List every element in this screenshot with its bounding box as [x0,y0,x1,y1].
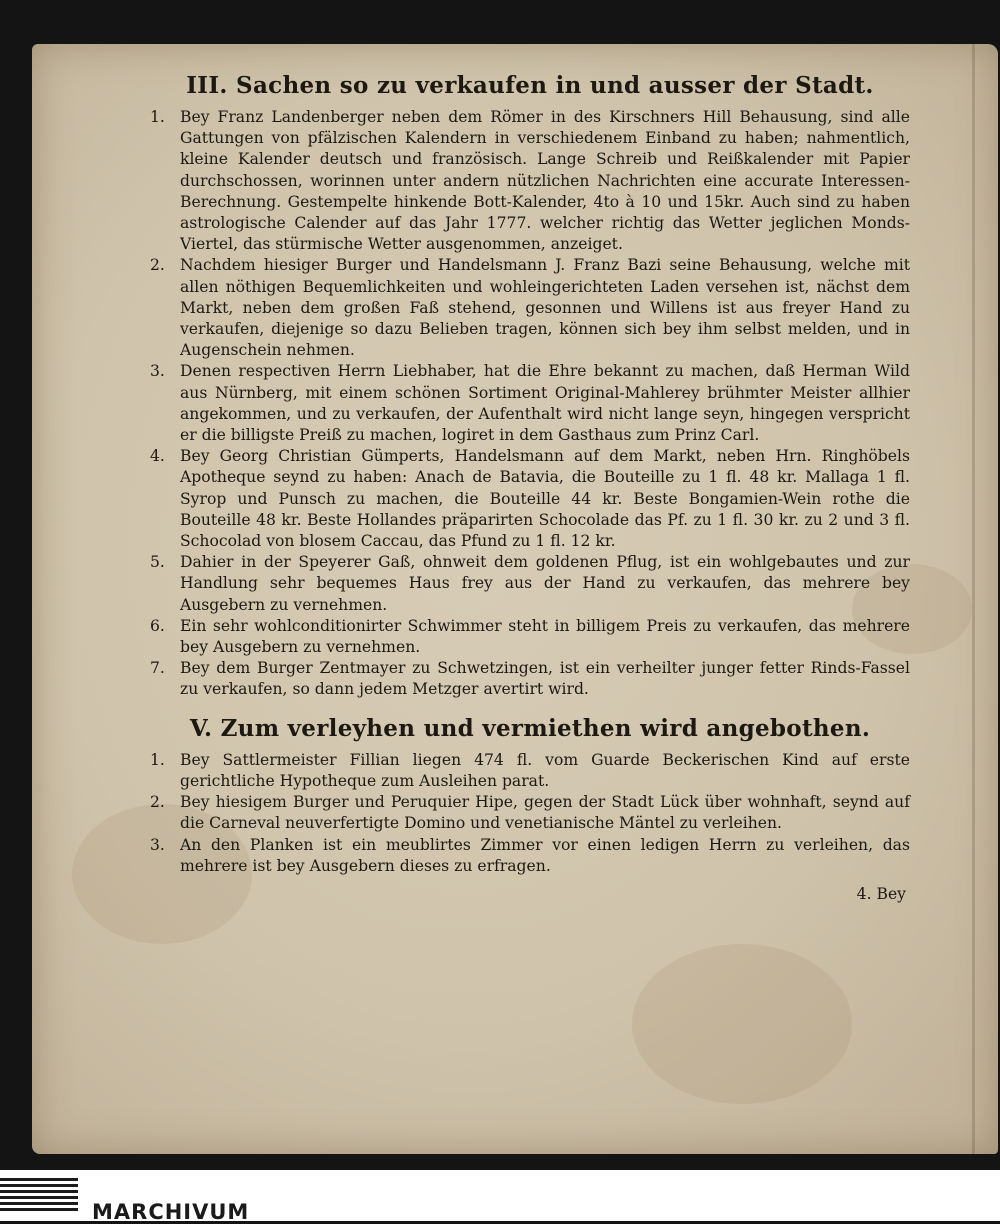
section-heading-five: V. Zum verleyhen und vermiethen wird angebothen. [189,714,871,742]
entry-text: Bey Georg Christian Gümperts, Handelsmann auf dem Markt, neben Hrn. Ringhöbels Apotheque seynd zu haben: Anach de Batavia, die Bouteille zu 1 fl. 48 kr. Mallaga 1 fl. Syrop und Punsch zu machen, die Bouteille 44 kr. Beste Bongamien-Wein rothe die Bouteille 48 kr. Beste Hollandes präparirten Schocolade das Pf. zu 1 fl. 30 kr. zu 2 und 3 fl. Schocolad von blosem Caccau, das Pfund zu 1 fl. 12 kr. [180,447,910,551]
entry-number: 7. [150,659,165,678]
entry-item [150,835,910,877]
entry-text: Ein sehr wohlconditionirter Schwimmer steht in billigem Preis zu verkaufen, das mehrere bey Ausgebern zu vernehmen. [180,616,910,657]
entry-item [150,107,910,255]
entry-item [150,552,910,616]
entry-text: An den Planken ist ein meublirtes Zimmer vor einen ledigen Herrn zu verleihen, das mehrere ist bey Ausgebern dieses zu erfragen. [180,835,910,875]
document-text [150,72,910,903]
entry-text: Bey hiesigem Burger und Peruquier Hipe, gegen der Stadt Lück über wohnhaft, seynd auf die Carneval neuverfertigte Domino und venetianische Mäntel zu verleihen. [180,793,910,833]
entry-text: Bey Sattlermeister Fillian liegen 474 fl. vom Guarde Beckerischen Kind auf erste gerichtliche Hypotheque zum Ausleihen parat. [180,750,910,790]
section-three-list [150,107,910,701]
entry-text: Bey dem Burger Zentmayer zu Schwetzingen, ist ein verheilter junger fetter Rinds-Fassel zu verkaufen, so dann jedem Metzger avertirt wird. [180,659,910,699]
entry-number: 2. [150,793,165,812]
entry-number: 6. [150,616,165,635]
entry-number: 1. [150,750,165,769]
entry-item [150,616,910,658]
entry-item [150,750,910,792]
entry-item [150,446,910,552]
entry-item [150,658,910,700]
paper-stain [632,944,852,1104]
entry-number: 3. [150,835,165,854]
marchivum-logo-icon [0,1178,78,1218]
entry-text: Dahier in der Speyerer Gaß, ohnweit dem goldenen Pflug, ist ein wohlgebautes und zur Handlung sehr bequemes Haus frey aus der Hand zu verkaufen, das mehrere bey Ausgebern zu vernehmen. [180,553,910,614]
entry-item [150,792,910,834]
entry-number: 5. [150,553,165,572]
archive-footer [0,1170,1000,1224]
page-fold [972,44,975,1154]
entry-text: Denen respectiven Herrn Liebhaber, hat die Ehre bekannt zu machen, daß Herman Wild aus Nürnberg, mit einem schönen Sortiment Original-Mahlerey brühmter Meister allhier angekommen, und zu verkaufen, der Aufenthalt wird nicht lange seyn, hingegen verspricht er die billigste Preiß zu machen, logiret in dem Gasthaus zum Prinz Carl. [180,362,910,445]
section-five-list [150,750,910,877]
archive-logo-text: MARCHIVUM [92,1200,250,1224]
entry-item [150,361,910,446]
entry-number: 1. [150,108,165,126]
entry-text: Bey Franz Landenberger neben dem Römer in des Kirschners Hill Behausung, sind alle Gattungen von pfälzischen Kalendern in verschiedenem Einband zu haben; nahmentlich, kleine Kalender deutsch und französisch. Lange Schreib und Reißkalender mit Papier durchschossen, worinnen unter andern nützlichen Nachrichten eine accurate Interessen-Berechnung. Gestempelte hinkende Bott-Kalender, 4to à 10 und 15kr. Auch sind zu haben astrologische Calender auf das Jahr 1777. welcher richtig das Wetter jeglichen Monds-Viertel, das stürmische Wetter ausgenommen, anzeiget. [180,108,910,254]
entry-number: 4. [150,447,165,466]
section-heading-three: III. Sachen so zu verkaufen in und ausser der Stadt. [186,72,874,99]
entry-number: 3. [150,362,165,381]
entry-item [150,255,910,361]
catchword: 4. Bey [856,884,906,903]
entry-text: Nachdem hiesiger Burger und Handelsmann J. Franz Bazi seine Behausung, welche mit allen nöthigen Bequemlichkeiten und wohleingerichteten Laden versehen ist, nächst dem Markt, neben dem großen Faß stehend, gesonnen und Willens ist aus freyer Hand zu verkaufen, diejenige so dazu Belieben tragen, können sich bey ihm selbst melden, und in Augenschein nehmen. [180,256,910,360]
entry-number: 2. [150,256,165,275]
